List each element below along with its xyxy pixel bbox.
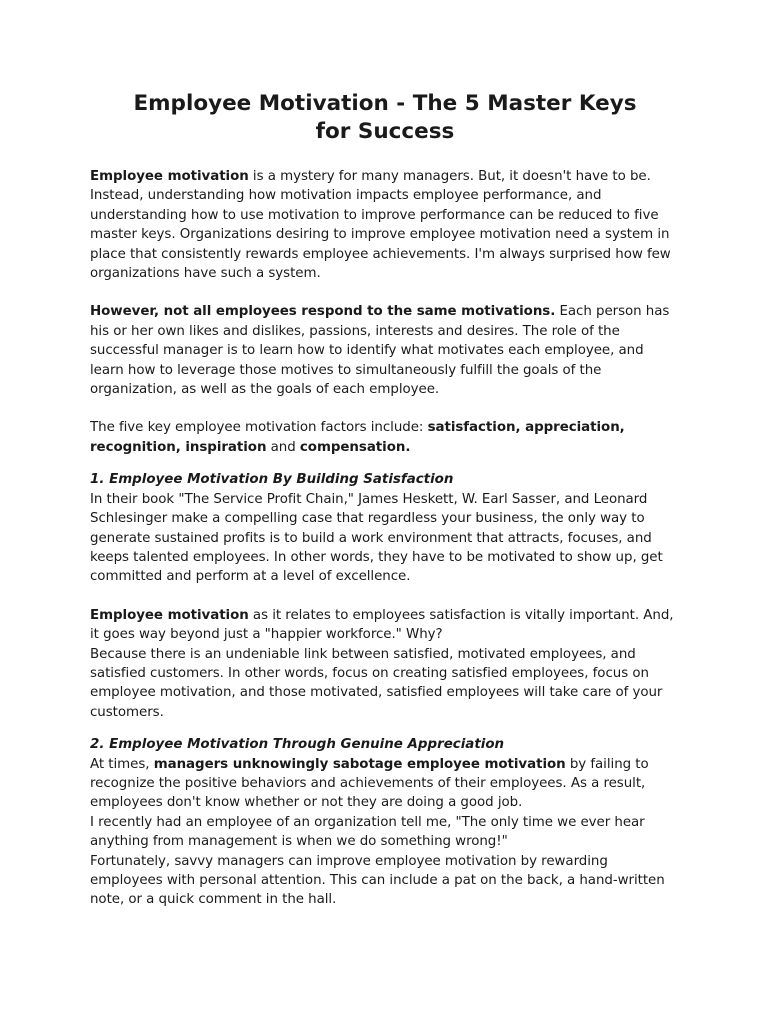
section-1-bold-lead: Employee motivation <box>90 607 249 623</box>
section-2-paragraph-1-text: by failing to recognize the positive behaviors and achievements of their employees. As a result, employees don't know whether or not they are doing a good job. <box>90 756 649 811</box>
section-1-paragraph-3: Because there is an undeniable link between satisfied, motivated employees, and satisfied customers. In other words, focus on creating satisfied employees, focus on employee motivation, and those motivated, satisfied employees will take care of your customers. <box>90 646 663 720</box>
intro-text: is a mystery for many managers. But, it doesn't have to be. Instead, understanding how motivation impacts employee performance, and understanding how to use motivation to improve performance can be reduced to five master keys. Organizations desiring to improve employee motivation need a system in place that consistently rewards employee achievements. I'm always surprised how few organizations have such a system. <box>90 169 671 282</box>
section-2-bold: managers unknowingly sabotage employee motivation <box>153 756 566 772</box>
however-bold-lead: However, not all employees respond to the same motivations. <box>90 304 556 320</box>
title-line-1: Employee Motivation - The 5 Master Keys <box>133 91 637 116</box>
section-2-paragraph-2: I recently had an employee of an organization tell me, "The only time we ever hear anything from management is when we do something wrong!" <box>90 814 645 850</box>
section-1-paragraph-2 <box>90 606 680 645</box>
factors-bold-last: compensation. <box>299 439 411 455</box>
intro-paragraph <box>90 167 680 283</box>
section-1-heading: 1. Employee Motivation By Building Satisfaction <box>90 472 454 488</box>
document-title <box>90 90 680 146</box>
however-text: Each person has his or her own likes and dislikes, passions, interests and desires. The role of the successful manager is to learn how to identify what motivates each employee, and learn how to leverage those motives to simultaneously fulfill the goals of the organization, as well as the goals of each employee. <box>90 304 670 398</box>
section-2-paragraph-3: Fortunately, savvy managers can improve employee motivation by rewarding employees with personal attention. This can include a pat on the back, a hand-written note, or a quick comment in the hall. <box>90 853 665 908</box>
intro-bold-lead: Employee motivation <box>90 169 249 184</box>
title-line-2: for Success <box>315 119 455 144</box>
factors-lead: The five key employee motivation factors include: <box>90 420 428 436</box>
factors-paragraph <box>90 418 680 457</box>
section-2-lead: At times, <box>90 756 154 772</box>
section-2-heading: 2. Employee Motivation Through Genuine Appreciation <box>90 737 505 753</box>
section-1-paragraph-2-text: as it relates to employees satisfaction is vitally important. And, it goes way beyond just a "happier workforce." Why? <box>90 607 674 643</box>
section-2-paragraph-1 <box>90 755 680 813</box>
factors-bold-list: satisfaction, appreciation, recognition, inspiration <box>90 420 625 455</box>
section-1-paragraph-1: In their book "The Service Profit Chain," James Heskett, W. Earl Sasser, and Leonard Schlesinger make a compelling case that regardless your business, the only way to generate sustained profits is to build a work environment that attracts, focuses, and keeps talented employees. In other words, they have to be motivated to show up, get committed and perform at a level of excellence. <box>90 491 663 585</box>
factors-and: and <box>266 439 300 455</box>
however-paragraph <box>90 302 680 399</box>
